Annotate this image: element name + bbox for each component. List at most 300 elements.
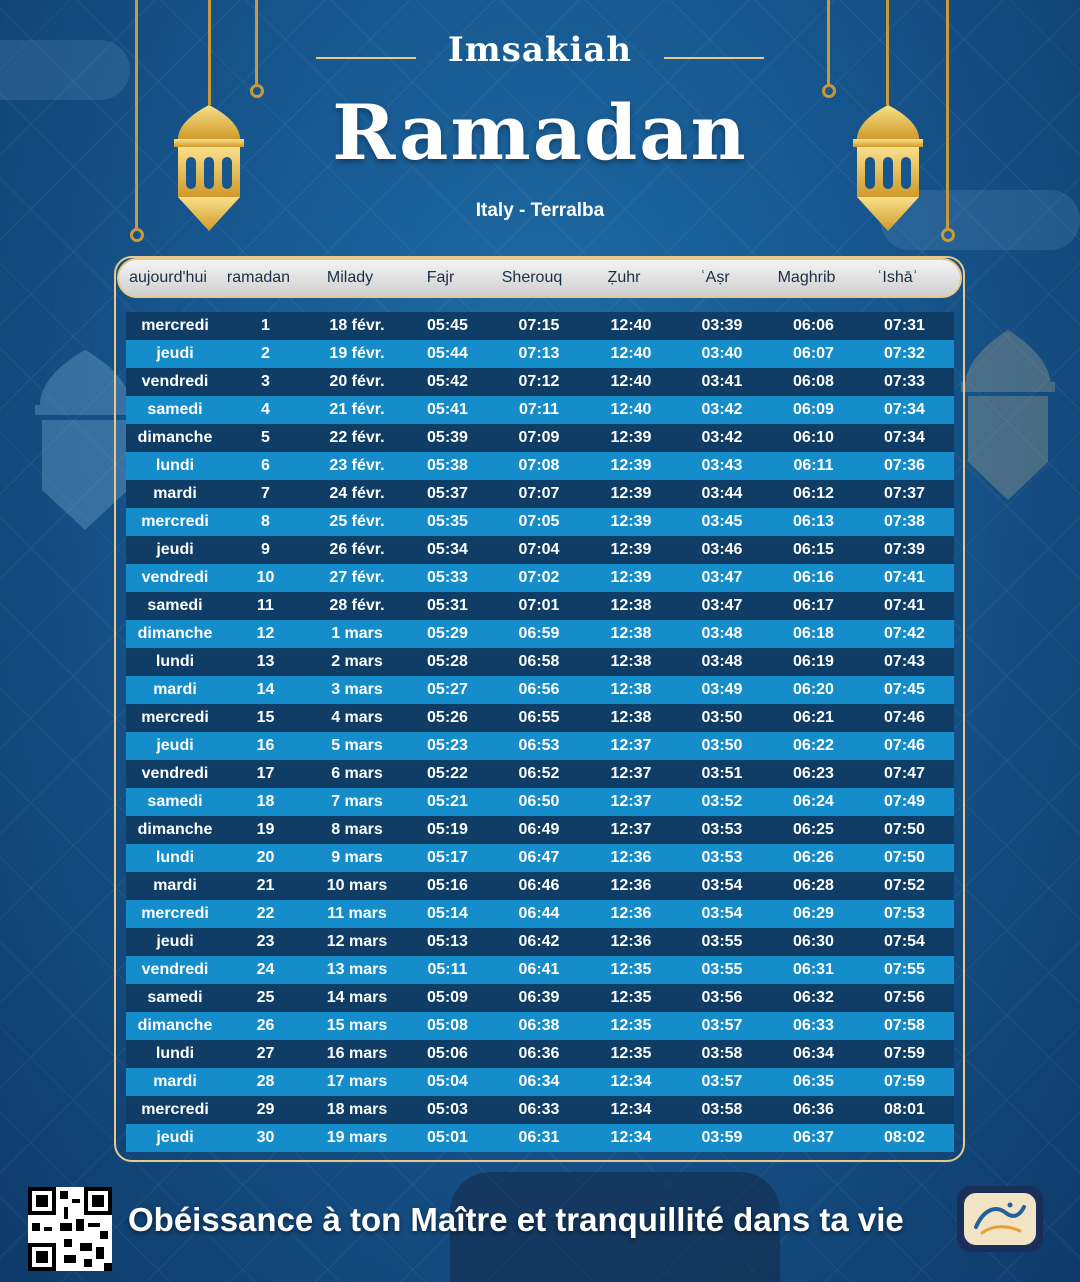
table-cell: 15 mars (326, 1017, 388, 1034)
table-row (126, 928, 954, 956)
table-cell: mardi (153, 877, 197, 894)
table-cell: 06:18 (793, 625, 834, 642)
table-row (126, 508, 954, 536)
table-cell: 23 (256, 933, 275, 950)
table-cell: 20 (256, 849, 275, 866)
column-header-milady: Milady (326, 269, 374, 286)
table-cell: 06:36 (793, 1101, 834, 1118)
table-cell: 07:34 (884, 401, 925, 418)
table-cell: mercredi (141, 905, 209, 922)
table-cell: 07:59 (884, 1073, 925, 1090)
table-cell: 07:47 (884, 765, 925, 782)
table-cell: 12:38 (610, 709, 652, 726)
table-cell: 03:49 (701, 681, 743, 698)
table-cell: 9 mars (331, 849, 383, 866)
table-cell: 13 mars (326, 961, 388, 978)
table-cell: 06:17 (793, 597, 834, 614)
table-cell: 06:29 (793, 905, 834, 922)
table-cell: 07:41 (884, 597, 925, 614)
table-cell: 03:52 (701, 793, 743, 810)
table-cell: 08:02 (884, 1129, 925, 1146)
table-cell: 30 (256, 1129, 275, 1146)
table-cell: jeudi (156, 345, 194, 362)
table-cell: 05:37 (427, 485, 468, 502)
table-cell: 11 mars (327, 905, 387, 922)
table-cell: 06:59 (518, 625, 560, 642)
table-cell: 03:56 (701, 989, 743, 1006)
table-cell: 05:16 (427, 877, 468, 894)
table-row (126, 816, 954, 844)
table-cell: 12:34 (610, 1129, 652, 1146)
table-cell: 3 mars (331, 681, 383, 698)
table-cell: 26 févr. (329, 541, 385, 558)
table-cell: vendredi (141, 373, 209, 390)
table-cell: 06:53 (518, 737, 560, 754)
hanger-ring-6 (941, 228, 955, 242)
table-cell: 03:42 (701, 401, 743, 418)
table-cell: 03:53 (701, 849, 743, 866)
table-cell: 03:55 (701, 961, 743, 978)
table-cell: 06:08 (793, 373, 834, 390)
table-cell: 17 (256, 765, 275, 782)
table-cell: 05:44 (427, 345, 468, 362)
table-cell: 06:07 (793, 345, 834, 362)
table-cell: 4 (261, 401, 270, 418)
table-cell: 14 mars (326, 989, 388, 1006)
table-cell: 8 mars (331, 821, 383, 838)
table-cell: 06:09 (793, 401, 834, 418)
table-cell: 07:46 (884, 737, 925, 754)
table-cell: 06:22 (793, 737, 834, 754)
table-cell: 06:26 (793, 849, 834, 866)
footer-slogan: Obéissance à ton Maître et tranquillité dans ta vie (128, 1201, 904, 1238)
app-logo-icon (957, 1186, 1043, 1252)
table-cell: 05:14 (427, 905, 468, 922)
table-cell: 06:49 (518, 821, 560, 838)
table-cell: 25 févr. (329, 513, 385, 530)
table-cell: 05:13 (427, 933, 468, 950)
faded-lantern-right-icon (958, 330, 1058, 500)
table-cell: 06:37 (793, 1129, 834, 1146)
table-cell: 22 févr. (329, 429, 385, 446)
table-cell: 03:48 (701, 653, 743, 670)
table-cell: 07:43 (884, 653, 925, 670)
table-cell: 12:39 (610, 513, 652, 530)
table-cell: 12:35 (610, 1017, 652, 1034)
table-cell: 03:40 (701, 345, 743, 362)
table-cell: 6 (261, 457, 270, 474)
table-cell: 06:56 (518, 681, 560, 698)
table-cell: 12:36 (610, 933, 652, 950)
table-cell: 06:34 (518, 1073, 560, 1090)
table-cell: 06:33 (793, 1017, 834, 1034)
table-cell: 07:50 (884, 821, 925, 838)
table-cell: 06:42 (518, 933, 560, 950)
table-cell: 06:39 (518, 989, 560, 1006)
table-cell: 12:36 (610, 905, 652, 922)
table-row (126, 844, 954, 872)
table-cell: 10 (256, 569, 275, 586)
table-cell: 05:09 (427, 989, 468, 1006)
table-cell: lundi (155, 1045, 195, 1062)
table-cell: 12:35 (610, 961, 652, 978)
table-cell: 12:34 (610, 1101, 652, 1118)
table-cell: 12:39 (610, 485, 652, 502)
table-row (126, 676, 954, 704)
table-cell: 2 (261, 345, 270, 362)
title-imsakiah: Imsakiah (447, 30, 633, 70)
table-row (126, 564, 954, 592)
table-cell: 07:38 (884, 513, 925, 530)
table-cell: 06:31 (793, 961, 834, 978)
table-cell: 03:42 (701, 429, 743, 446)
table-cell: 26 (256, 1017, 275, 1034)
table-cell: 03:50 (701, 709, 743, 726)
table-cell: dimanche (137, 1017, 213, 1034)
column-header-isha: ʿIshāʾ (877, 269, 918, 286)
table-cell: samedi (147, 793, 203, 810)
table-cell: 07:46 (884, 709, 925, 726)
table-cell: 06:58 (518, 653, 560, 670)
table-cell: 07:56 (884, 989, 925, 1006)
table-cell: 6 mars (331, 765, 383, 782)
table-cell: 17 mars (326, 1073, 388, 1090)
table-cell: 07:07 (518, 485, 560, 502)
table-cell: 06:47 (518, 849, 560, 866)
table-cell: lundi (155, 457, 195, 474)
table-cell: 12:39 (610, 541, 652, 558)
table-cell: 03:44 (701, 485, 743, 502)
table-cell: 07:41 (884, 569, 925, 586)
table-cell: 24 (256, 961, 275, 978)
table-cell: 12:38 (610, 653, 652, 670)
table-cell: samedi (147, 597, 203, 614)
table-cell: 03:54 (701, 905, 743, 922)
table-cell: 07:33 (884, 373, 925, 390)
table-cell: 03:43 (701, 457, 743, 474)
qr-code-icon (28, 1187, 112, 1271)
table-cell: 06:38 (518, 1017, 560, 1034)
table-cell: 23 févr. (329, 457, 385, 474)
table-cell: 24 févr. (329, 485, 385, 502)
table-cell: 05:01 (427, 1129, 468, 1146)
table-row (126, 368, 954, 396)
table-cell: 07:04 (518, 541, 560, 558)
table-cell: 06:13 (793, 513, 834, 530)
table-cell: 07:34 (884, 429, 925, 446)
table-row (126, 704, 954, 732)
table-cell: 05:26 (427, 709, 468, 726)
table-cell: 07:55 (884, 961, 925, 978)
table-cell: 07:15 (518, 317, 560, 334)
table-cell: mercredi (141, 513, 209, 530)
table-cell: 03:57 (701, 1073, 743, 1090)
table-cell: 07:50 (884, 849, 925, 866)
table-cell: 19 mars (326, 1129, 388, 1146)
table-cell: 06:20 (793, 681, 834, 698)
table-cell: 27 févr. (329, 569, 385, 586)
table-cell: 21 (256, 877, 275, 894)
table-row (126, 340, 954, 368)
table-cell: 05:08 (427, 1017, 468, 1034)
table-cell: 12:39 (610, 429, 652, 446)
table-cell: 06:52 (518, 765, 560, 782)
table-cell: 03:54 (701, 877, 743, 894)
table-cell: 03:47 (701, 569, 743, 586)
table-row (126, 592, 954, 620)
table-cell: dimanche (137, 625, 213, 642)
table-cell: 06:50 (518, 793, 560, 810)
table-cell: 28 (256, 1073, 275, 1090)
table-cell: 06:15 (793, 541, 834, 558)
table-cell: 13 (256, 653, 275, 670)
location-label: Italy - Terralba (475, 200, 605, 221)
table-row (126, 424, 954, 452)
table-cell: 05:22 (427, 765, 468, 782)
table-cell: 03:55 (701, 933, 743, 950)
table-cell: 03:59 (701, 1129, 743, 1146)
table-cell: 06:44 (518, 905, 560, 922)
table-cell: 12:36 (610, 877, 652, 894)
table-cell: 28 févr. (329, 597, 385, 614)
table-cell: 5 (261, 429, 270, 446)
table-cell: 05:27 (427, 681, 468, 698)
hanger-ring-1 (130, 228, 144, 242)
table-row (126, 312, 954, 340)
table-cell: 07:52 (884, 877, 925, 894)
column-header-ramadan: ramadan (226, 269, 291, 286)
table-cell: 12:39 (610, 457, 652, 474)
table-row (126, 620, 954, 648)
column-header-maghrib: Maghrib (777, 269, 836, 286)
table-cell: samedi (147, 401, 203, 418)
table-cell: mercredi (141, 317, 209, 334)
table-cell: 19 (256, 821, 275, 838)
table-cell: 06:25 (793, 821, 834, 838)
table-cell: 05:28 (427, 653, 468, 670)
table-cell: 15 (256, 709, 275, 726)
table-cell: 18 mars (326, 1101, 388, 1118)
table-row (126, 872, 954, 900)
table-cell: 07:05 (518, 513, 560, 530)
table-cell: 05:38 (427, 457, 468, 474)
table-cell: 07:53 (884, 905, 925, 922)
table-cell: mardi (153, 485, 197, 502)
table-cell: 07:45 (884, 681, 925, 698)
table-row (126, 536, 954, 564)
table-cell: 12:34 (610, 1073, 652, 1090)
table-cell: dimanche (137, 429, 213, 446)
table-cell: 12:36 (610, 849, 652, 866)
table-cell: 05:39 (427, 429, 468, 446)
table-body (126, 312, 954, 1152)
table-cell: jeudi (156, 541, 194, 558)
table-cell: jeudi (156, 933, 194, 950)
table-cell: 18 févr. (329, 317, 385, 334)
table-cell: 9 (261, 541, 270, 558)
table-cell: 12:40 (610, 401, 652, 418)
table-cell: 06:06 (793, 317, 834, 334)
table-cell: 05:11 (427, 961, 468, 978)
table-cell: 12:37 (610, 793, 652, 810)
table-row (126, 984, 954, 1012)
table-cell: 05:04 (427, 1073, 468, 1090)
table-cell: 12:37 (610, 737, 652, 754)
table-cell: 07:36 (884, 457, 925, 474)
table-row (126, 396, 954, 424)
table-cell: 06:10 (793, 429, 834, 446)
table-cell: 12:38 (610, 681, 652, 698)
table-cell: 07:31 (884, 317, 925, 334)
table-cell: 19 févr. (329, 345, 385, 362)
table-cell: 06:16 (793, 569, 834, 586)
table-cell: 06:55 (518, 709, 560, 726)
table-cell: 07:01 (518, 597, 560, 614)
table-cell: mardi (153, 1073, 197, 1090)
table-row (126, 1096, 954, 1124)
table-cell: 05:34 (427, 541, 468, 558)
table-cell: 06:23 (793, 765, 834, 782)
table-cell: jeudi (156, 1129, 194, 1146)
table-cell: 8 (261, 513, 270, 530)
table-cell: samedi (147, 989, 203, 1006)
table-cell: 12 mars (326, 933, 388, 950)
table-cell: lundi (155, 653, 195, 670)
column-header-today: aujourd'hui (129, 269, 207, 286)
table-cell: 03:58 (701, 1101, 743, 1118)
table-cell: 12:40 (610, 345, 652, 362)
table-cell: 4 mars (331, 709, 383, 726)
table-cell: 05:23 (427, 737, 468, 754)
table-cell: 06:30 (793, 933, 834, 950)
table-cell: 03:51 (701, 765, 743, 782)
table-cell: 05:41 (427, 401, 468, 418)
table-cell: 03:50 (701, 737, 743, 754)
table-cell: 25 (256, 989, 275, 1006)
table-cell: 05:42 (427, 373, 468, 390)
table-cell: 07:32 (884, 345, 925, 362)
table-row (126, 648, 954, 676)
table-cell: 06:41 (518, 961, 560, 978)
table-cell: 03:48 (701, 625, 743, 642)
table-cell: vendredi (141, 569, 209, 586)
table-row (126, 480, 954, 508)
table-cell: 3 (261, 373, 270, 390)
table-cell: 03:45 (701, 513, 743, 530)
table-cell: 12:35 (610, 989, 652, 1006)
table-cell: 07:02 (518, 569, 560, 586)
table-cell: 03:58 (701, 1045, 743, 1062)
table-cell: mercredi (141, 1101, 209, 1118)
title-ramadan: Ramadan (332, 88, 748, 177)
table-cell: 05:19 (427, 821, 468, 838)
table-row (126, 732, 954, 760)
table-cell: 1 mars (331, 625, 383, 642)
table-cell: 07:42 (884, 625, 925, 642)
table-cell: 5 mars (331, 737, 383, 754)
table-cell: 2 mars (331, 653, 383, 670)
table-cell: 06:12 (793, 485, 834, 502)
table-cell: vendredi (141, 765, 209, 782)
table-cell: 06:28 (793, 877, 834, 894)
table-cell: 05:06 (427, 1045, 468, 1062)
table-row (126, 956, 954, 984)
column-header-sherouq: Sherouq (501, 269, 563, 286)
table-cell: 12:37 (610, 765, 652, 782)
table-row (126, 1040, 954, 1068)
table-cell: 05:31 (427, 597, 468, 614)
table-cell: 1 (261, 317, 270, 334)
table-cell: 12:40 (610, 317, 652, 334)
table-cell: 07:54 (884, 933, 925, 950)
table-header (117, 258, 962, 298)
table-cell: 06:35 (793, 1073, 834, 1090)
table-cell: 07:59 (884, 1045, 925, 1062)
table-cell: 07:13 (518, 345, 560, 362)
table-cell: 11 (257, 597, 274, 614)
table-cell: 14 (256, 681, 275, 698)
table-cell: 05:45 (427, 317, 468, 334)
table-cell: 27 (256, 1045, 275, 1062)
table-cell: dimanche (137, 821, 213, 838)
table-cell: 08:01 (884, 1101, 925, 1118)
table-cell: 07:11 (518, 401, 560, 418)
table-cell: 06:36 (518, 1045, 560, 1062)
table-cell: 05:17 (427, 849, 468, 866)
table-cell: 20 févr. (329, 373, 385, 390)
table-cell: 22 (256, 905, 275, 922)
table-cell: 16 (256, 737, 275, 754)
column-header-zuhr: Ẓuhr (607, 269, 641, 286)
table-cell: jeudi (156, 737, 194, 754)
table-cell: 05:29 (427, 625, 468, 642)
column-header-asr: ʿAṣr (700, 269, 730, 286)
table-cell: 06:24 (793, 793, 834, 810)
table-row (126, 1068, 954, 1096)
table-cell: 03:57 (701, 1017, 743, 1034)
table-cell: mardi (153, 681, 197, 698)
table-row (126, 1124, 954, 1152)
table-cell: 10 mars (326, 877, 388, 894)
table-cell: 07:08 (518, 457, 560, 474)
table-cell: 05:35 (427, 513, 468, 530)
table-cell: 12:38 (610, 625, 652, 642)
table-cell: 06:46 (518, 877, 560, 894)
table-cell: 7 mars (331, 793, 383, 810)
table-cell: 7 (261, 485, 270, 502)
table-cell: lundi (155, 849, 195, 866)
table-row (126, 452, 954, 480)
table-cell: 03:46 (701, 541, 743, 558)
table-cell: 07:09 (518, 429, 560, 446)
table-cell: 12:37 (610, 821, 652, 838)
table-cell: 05:03 (427, 1101, 468, 1118)
table-cell: 16 mars (326, 1045, 388, 1062)
table-cell: 29 (256, 1101, 275, 1118)
table-cell: 07:12 (518, 373, 560, 390)
table-cell: 06:21 (793, 709, 834, 726)
table-cell: 07:39 (884, 541, 925, 558)
table-cell: 12:39 (610, 569, 652, 586)
table-cell: 12:35 (610, 1045, 652, 1062)
table-cell: 06:32 (793, 989, 834, 1006)
table-cell: 06:33 (518, 1101, 560, 1118)
table-cell: 03:39 (701, 317, 743, 334)
table-cell: vendredi (141, 961, 209, 978)
table-cell: 06:31 (518, 1129, 560, 1146)
table-row (126, 760, 954, 788)
table-cell: 12 (256, 625, 275, 642)
